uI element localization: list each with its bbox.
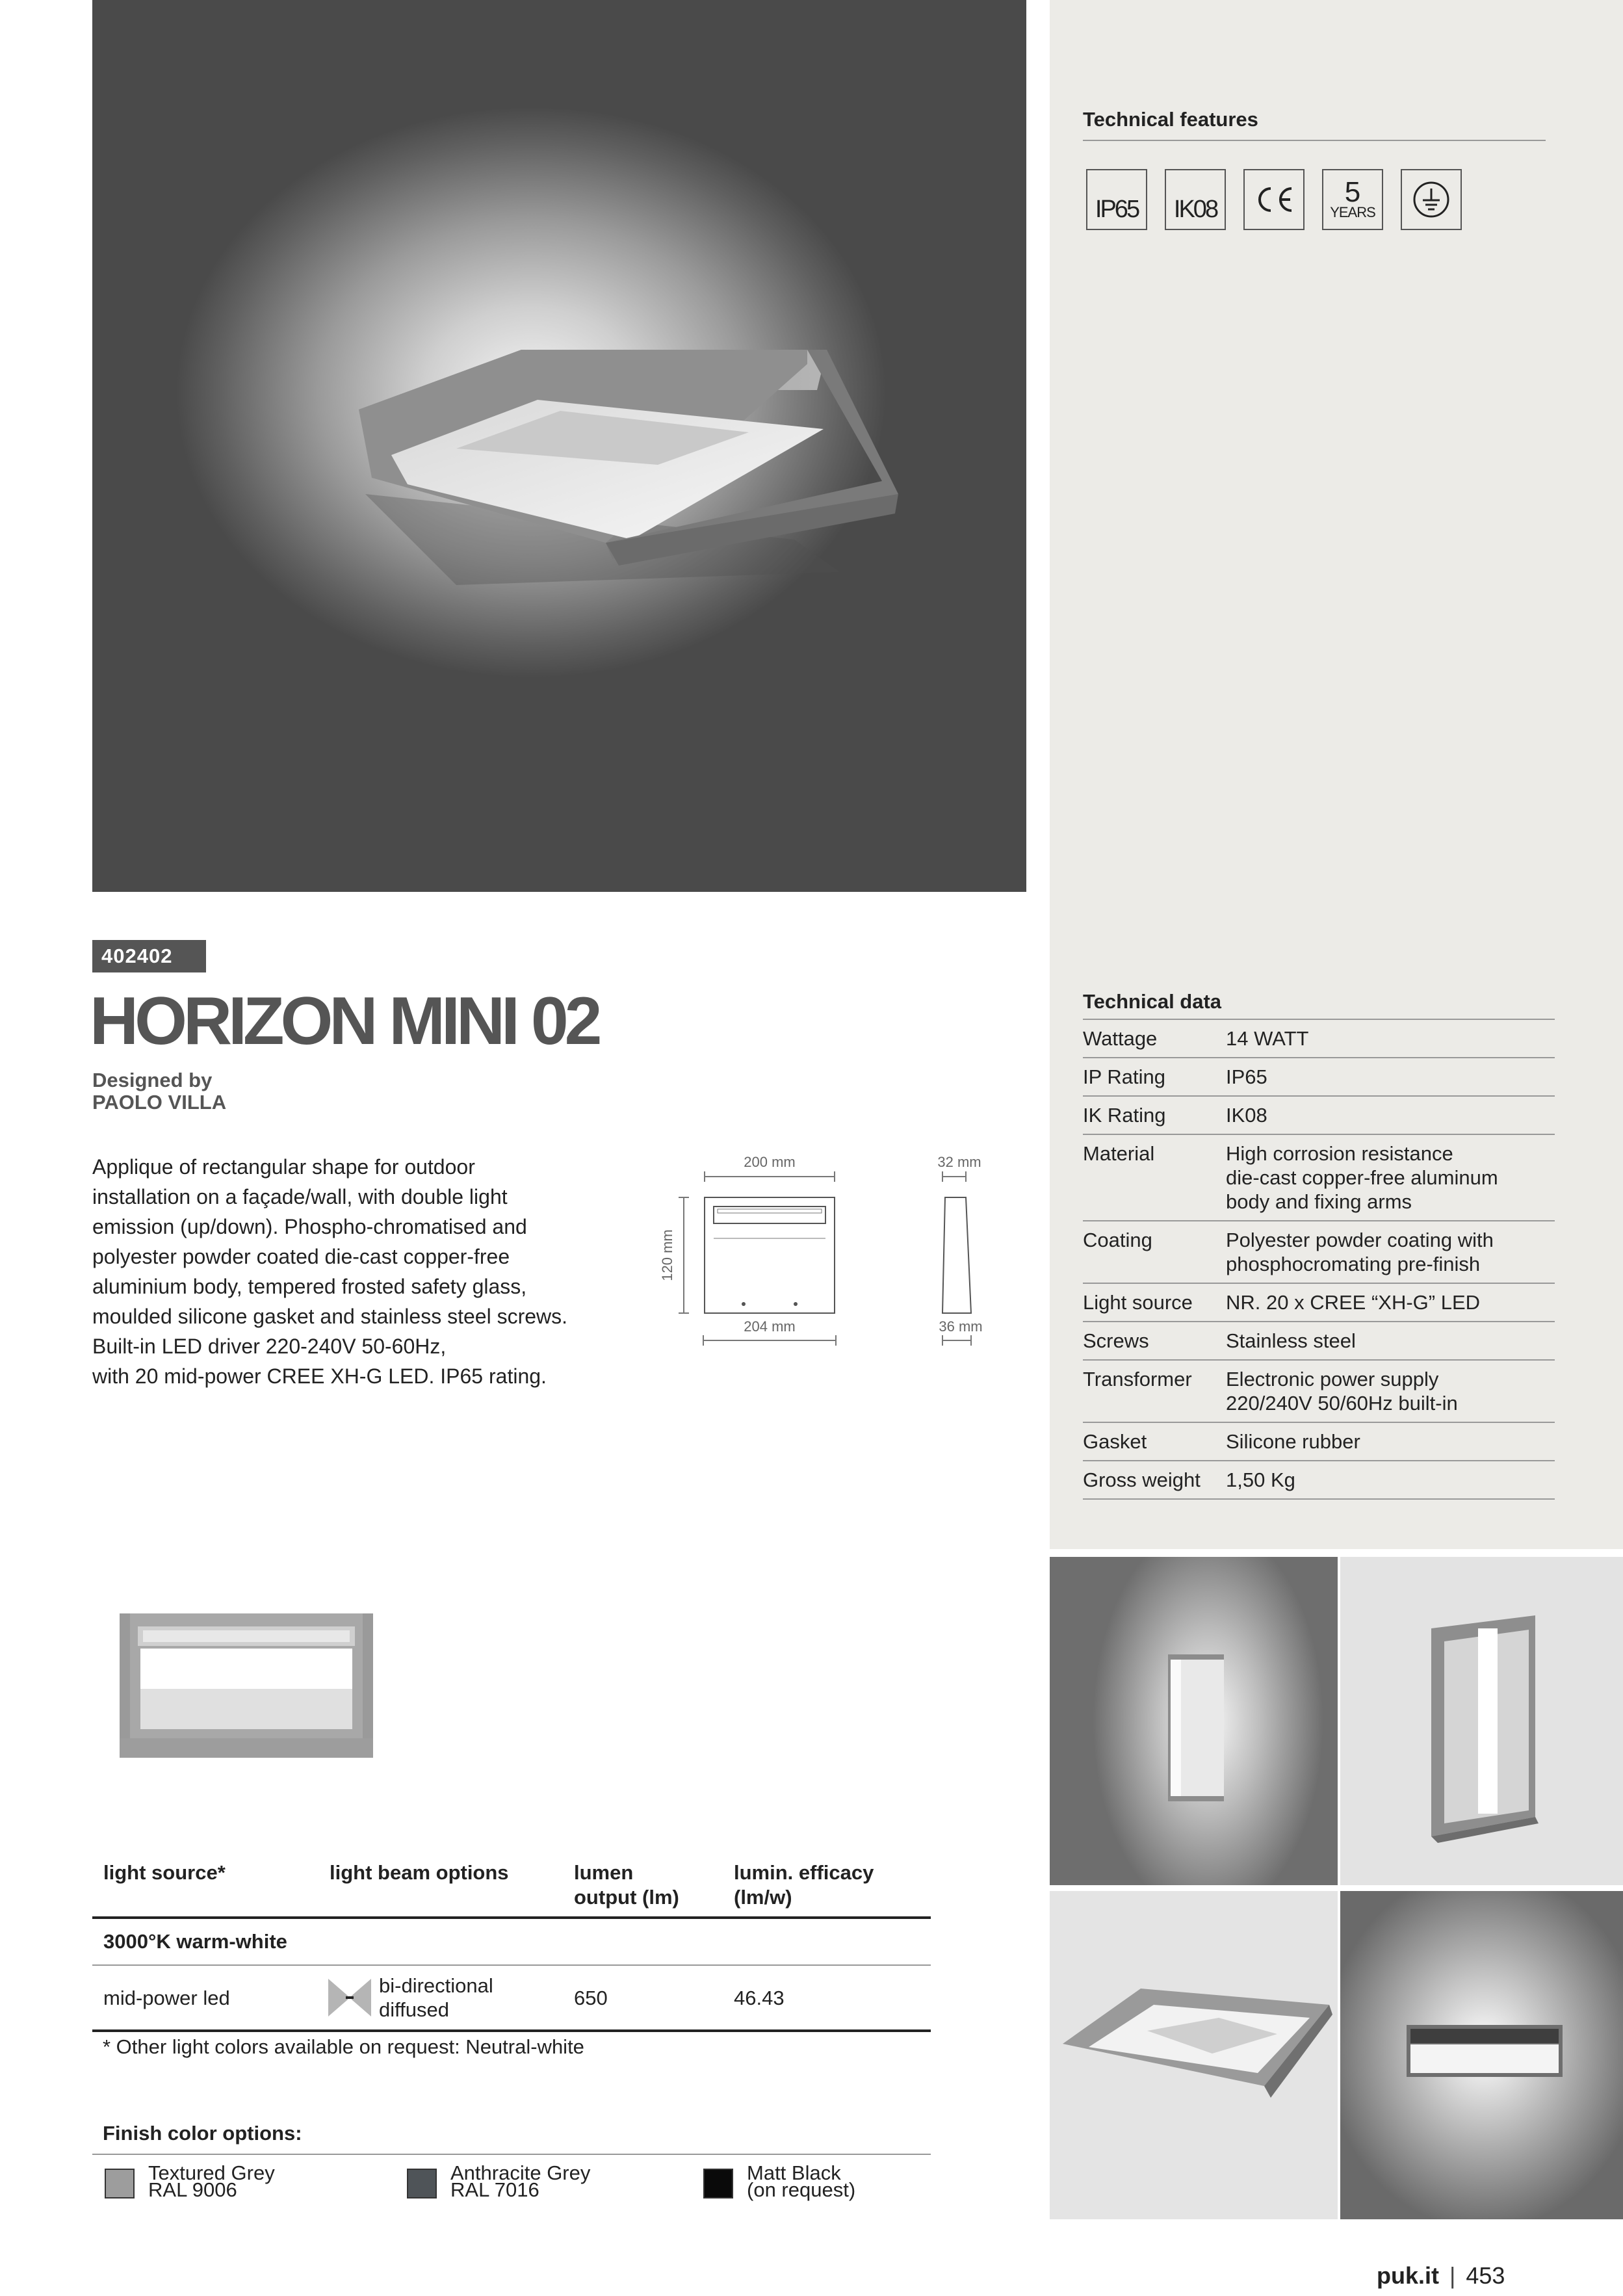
warranty-years-label: YEARS: [1330, 204, 1375, 220]
spec-key: Gross weight: [1083, 1468, 1201, 1491]
ik08-icon: IK08: [1165, 169, 1226, 230]
gallery-photo-front-lit: [1340, 1891, 1623, 2219]
gallery-photo-horizontal-product: [1050, 1891, 1338, 2219]
spec-key: IK Rating: [1083, 1104, 1166, 1127]
spec-key: Wattage: [1083, 1027, 1158, 1050]
finish-label-textured-grey: Textured Grey RAL 9006: [148, 2161, 275, 2201]
light-source-table: [92, 1860, 931, 2032]
table-row: [1083, 1321, 1555, 1359]
spec-key: Screws: [1083, 1329, 1149, 1352]
cell-efficacy: 46.43: [734, 1986, 785, 2009]
table-row: [1083, 1283, 1555, 1321]
table-row: [1083, 1460, 1555, 1500]
dim-top-depth: 32 mm: [937, 1154, 981, 1170]
spec-value: Silicone rubber: [1226, 1430, 1360, 1453]
dim-bottom-width: 204 mm: [744, 1318, 796, 1335]
cell-light-source: mid-power led: [103, 1986, 230, 2009]
table-row: [92, 1966, 931, 2032]
dim-bottom-depth: 36 mm: [939, 1318, 983, 1335]
gallery-photo-vertical-product: [1340, 1557, 1623, 1885]
header-efficacy: lumin. efficacy (lm/w): [734, 1861, 874, 1909]
ce-mark-icon: [1243, 169, 1305, 230]
warranty-icon: [1322, 169, 1383, 230]
product-title: HORIZON MINI 02: [90, 984, 599, 1059]
divider: [92, 2154, 931, 2155]
table-row: [1083, 1422, 1555, 1460]
swatch-textured-grey: [105, 2169, 135, 2198]
spec-key: Light source: [1083, 1291, 1193, 1314]
gallery-photo-vertical-lit: [1050, 1557, 1338, 1885]
warranty-years-number: 5: [1344, 176, 1361, 208]
table-row: [1083, 1220, 1555, 1283]
table-row: [1083, 1019, 1555, 1057]
dimension-drawing: [656, 1151, 1020, 1359]
technical-data-title: Technical data: [1083, 990, 1222, 1013]
spec-key: Gasket: [1083, 1430, 1147, 1453]
spec-value: 14 WATT: [1226, 1027, 1309, 1050]
swatch-matt-black: [703, 2169, 733, 2198]
finish-options-title: Finish color options:: [103, 2122, 302, 2145]
swatch-anthracite-grey: [407, 2169, 437, 2198]
spec-value: Polyester powder coating with phosphocromating pre-finish: [1226, 1229, 1494, 1275]
header-lumen-output: lumen output (lm): [574, 1861, 679, 1909]
dim-top-width: 200 mm: [744, 1154, 796, 1170]
table-row: [1083, 1057, 1555, 1095]
table-row: [1083, 1095, 1555, 1134]
spec-key: IP Rating: [1083, 1065, 1165, 1088]
spec-value: 1,50 Kg: [1226, 1468, 1295, 1491]
spec-value: High corrosion resistance die-cast copper-free aluminum body and fixing arms: [1226, 1142, 1498, 1213]
page-footer: [1377, 2262, 1505, 2289]
finish-label-anthracite-grey: Anthracite Grey RAL 7016: [450, 2161, 591, 2201]
spec-value: Stainless steel: [1226, 1329, 1356, 1352]
spec-value: IK08: [1226, 1104, 1267, 1127]
technical-features-title: Technical features: [1083, 108, 1258, 131]
cell-lumen-output: 650: [574, 1986, 608, 2009]
dim-height: 120 mm: [659, 1229, 675, 1281]
designed-by-label: Designed by: [92, 1069, 213, 1091]
page-number: 453: [1466, 2262, 1505, 2289]
spec-value: Electronic power supply 220/240V 50/60Hz built-in: [1226, 1368, 1458, 1415]
spec-key: Coating: [1083, 1229, 1152, 1251]
header-light-source: light source*: [103, 1861, 226, 1884]
color-temperature-group: 3000°K warm-white: [92, 1919, 931, 1966]
product-description: Applique of rectangular shape for outdoor installation on a façade/wall, with double light emission (up/down). Phospho-chromatised and polyester powder coated die-cast copper-free aluminium body, tempered frosted safety glass, moulded silicone gasket and stainless steel screws. Built-in LED driver 220-240V 50-60Hz, with 20 mid-power CREE XH-G LED. IP65 rating.: [92, 1155, 568, 1388]
beam-label: bi-directional diffused: [379, 1974, 493, 2021]
spec-key: Transformer: [1083, 1368, 1192, 1390]
ip65-icon: IP65: [1086, 169, 1147, 230]
light-colors-footnote: * Other light colors available on request: Neutral-white: [103, 2035, 584, 2058]
header-light-beam: light beam options: [330, 1861, 509, 1884]
hero-product-photo: [92, 0, 1026, 892]
spec-value: NR. 20 x CREE “XH-G” LED: [1226, 1291, 1481, 1314]
spec-key: Material: [1083, 1142, 1155, 1165]
spec-value: IP65: [1226, 1065, 1267, 1088]
footer-separator: |: [1449, 2262, 1456, 2289]
bi-directional-beam-icon: [328, 1977, 371, 2018]
table-header: [92, 1860, 931, 1919]
technical-data-table: [1083, 1019, 1555, 1500]
divider: [1083, 140, 1546, 141]
earth-ground-icon: [1401, 169, 1462, 230]
cell-light-beam: [330, 1974, 574, 2022]
table-row: [1083, 1359, 1555, 1422]
designer-credit: [92, 1069, 226, 1114]
designer-name: PAOLO VILLA: [92, 1091, 227, 1114]
finish-label-matt-black: Matt Black (on request): [747, 2161, 856, 2201]
product-front-thumbnail: [120, 1613, 373, 1758]
product-code-badge: 402402: [92, 940, 206, 972]
site-link[interactable]: puk.it: [1377, 2262, 1439, 2289]
table-row: [1083, 1134, 1555, 1220]
